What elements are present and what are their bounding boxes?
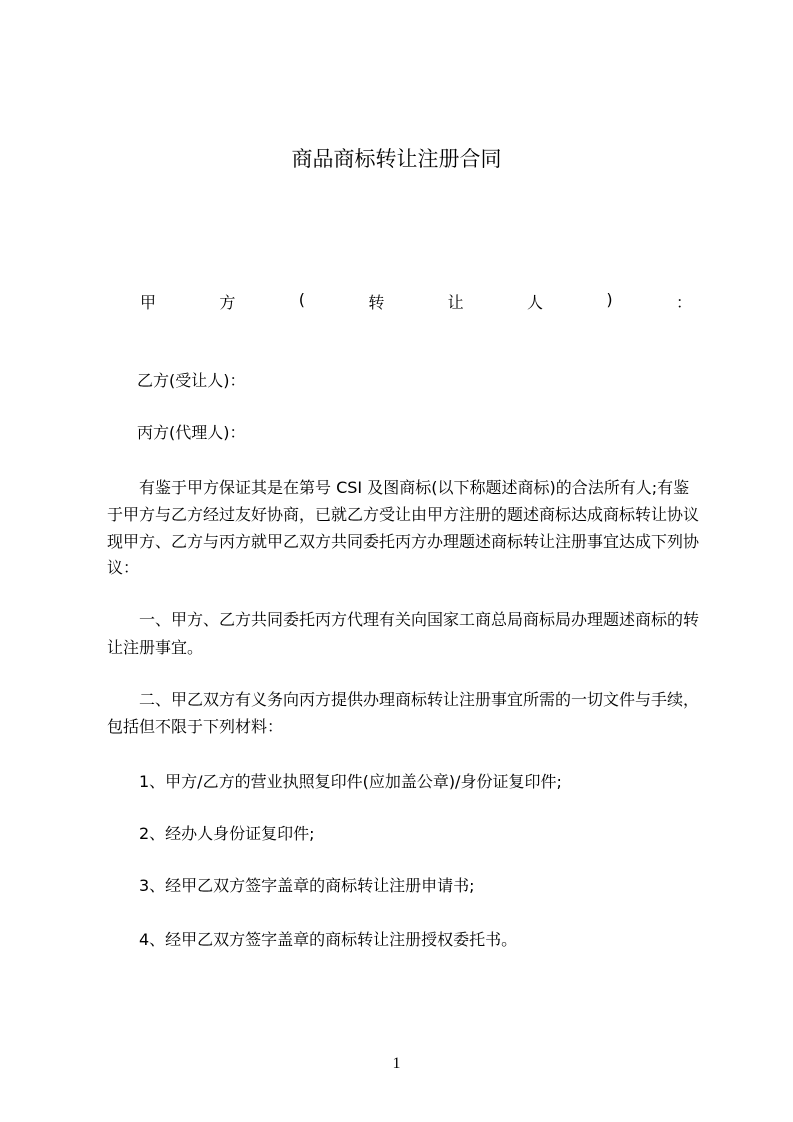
party-b-line: 乙方(受让人)：: [137, 371, 246, 390]
document-title: 商品商标转让注册合同: [291, 147, 502, 171]
party-a-char: 人: [527, 293, 544, 312]
party-a-char: 转: [368, 293, 385, 312]
preamble-line: 议：: [107, 558, 140, 577]
party-a-line: [140, 290, 692, 313]
party-a-char: 甲: [140, 293, 157, 312]
preamble-line: 现甲方、乙方与丙方就甲乙双方共同委托丙方办理题述商标转让注册事宜达成下列协: [107, 532, 700, 551]
material-item: 2、经办人身份证复印件;: [107, 824, 315, 843]
clause-1-line: 让注册事宜。: [107, 638, 204, 657]
material-item: 4、经甲乙双方签字盖章的商标转让注册授权委托书。: [107, 930, 518, 949]
material-item: 1、甲方/乙方的营业执照复印件(应加盖公章)/身份证复印件;: [107, 772, 562, 791]
party-a-char: 让: [447, 293, 464, 312]
party-a-char: ): [606, 290, 613, 309]
party-a-char: ：: [675, 293, 692, 312]
clause-2-line: 包括但不限于下列材料：: [107, 717, 284, 736]
preamble-line: 有鉴于甲方保证其是在第号 CSI 及图商标(以下称题述商标)的合法所有人;有鉴: [107, 478, 690, 497]
party-a-char: 方: [219, 293, 236, 312]
clause-1-line: 一、甲方、乙方共同委托丙方代理有关向国家工商总局商标局办理题述商标的转: [107, 610, 700, 629]
material-item: 3、经甲乙双方签字盖章的商标转让注册申请书;: [107, 876, 475, 895]
clause-2-line: 二、甲乙双方有义务向丙方提供办理商标转让注册事宜所需的一切文件与手续，: [107, 690, 700, 709]
page-number: 1: [392, 1055, 401, 1072]
party-a-char: (: [298, 290, 305, 309]
preamble-line: 于甲方与乙方经过友好协商，已就乙方受让由甲方注册的题述商标达成商标转让协议: [107, 505, 700, 524]
party-c-line: 丙方(代理人)：: [137, 423, 246, 442]
